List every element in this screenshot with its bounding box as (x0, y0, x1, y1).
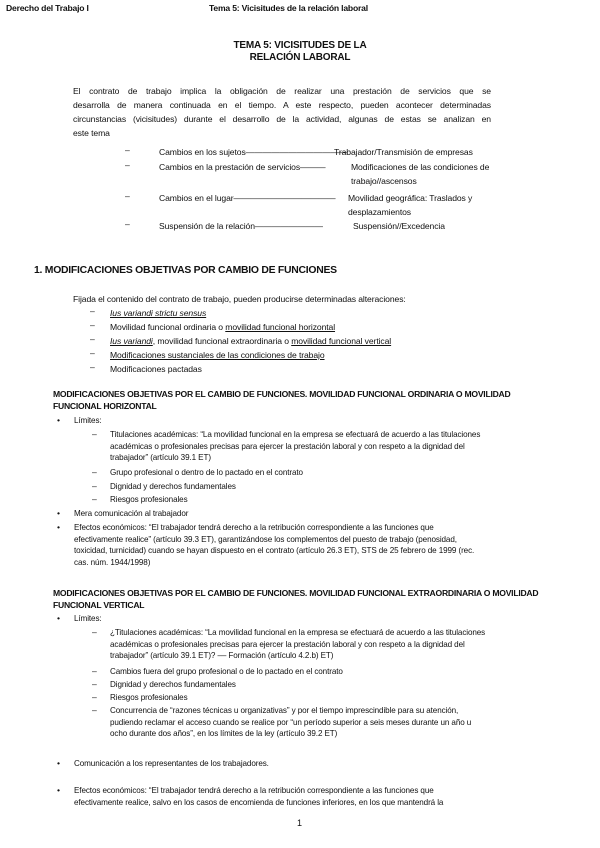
topic-right: Trabajador/Transmisión de empresas (334, 147, 473, 157)
item-line: trabajador” (artículo 39.1 ET)? –– Formación (artículo 4.2.b) ET) (110, 651, 334, 660)
dash-item-riesgos: Riesgos profesionales (110, 495, 188, 504)
list-item-italic: Ius variandi (110, 336, 153, 346)
item-line: cas. núm. 1944/1998) (74, 557, 151, 567)
topic-right: Movilidad geográfica: Traslados y (348, 193, 473, 203)
dash-marker: – (92, 679, 97, 689)
topic-left: Cambios en los sujetos———————————— (159, 147, 348, 157)
topic-right-cont: trabajo//ascensos (351, 176, 417, 186)
header-left: Derecho del Trabajo I (6, 3, 89, 13)
bullet-marker: • (57, 613, 61, 623)
header-center: Tema 5: Vicisitudes de la relación laboral (209, 3, 368, 13)
list-item-text: , movilidad funcional extraordinaria o (152, 336, 292, 346)
list-item-text: Movilidad funcional ordinaria o (110, 322, 226, 332)
dash-marker: – (92, 705, 97, 715)
dash-marker: – (90, 348, 95, 358)
dash-item-concurrencia (110, 705, 540, 740)
topic-right-cont: desplazamientos (348, 207, 411, 217)
dash-marker: – (90, 334, 95, 344)
item-line: Efectos económicos: “El trabajador tendrá derecho a la retribución correspondiente a las funciones que (74, 523, 434, 532)
item-line: efectivamente realice” (artículo 39.3 ET), garantizándose los complementos del puesto de trabajo (penosidad, (74, 534, 457, 544)
bullet-marker: • (57, 508, 61, 518)
item-line: ocho durante dos años”, en los límites de la ley (artículo 39.2 ET) (110, 729, 338, 738)
item-line: Titulaciones académicas: “La movilidad funcional en la empresa se efectuará de acuerdo a las titulaciones (110, 430, 481, 439)
page-title-line2: RELACIÓN LABORAL (249, 52, 351, 63)
bullet-item-limites: Límites: (74, 614, 102, 623)
list-item-movilidad-extraordinaria (110, 334, 391, 348)
bullet-marker: • (57, 415, 61, 425)
bullet-marker: • (57, 758, 61, 768)
subsection-heading-line1: MODIFICACIONES OBJETIVAS POR EL CAMBIO DE FUNCIONES. MOVILIDAD FUNCIONAL ORDINARIA O MOVILIDAD (53, 389, 511, 399)
page-number: 1 (297, 818, 303, 828)
list-item-modificaciones-sustanciales: Modificaciones sustanciales de las condiciones de trabajo (110, 350, 325, 360)
intro-line: circunstancias (vicisitudes) durante el desarrollo de la actividad, algunas de estas se analizan en (73, 114, 491, 124)
bullet-item-comunicacion: Comunicación a los representantes de los trabajadores. (74, 759, 269, 768)
list-item-modificaciones-pactadas: Modificaciones pactadas (110, 364, 202, 374)
item-line: académicas o profesionales precisas para ejercer la prestación laboral y con respeto a la dignidad del (110, 441, 465, 451)
topic-right: Modificaciones de las condiciones de (351, 162, 490, 172)
subsection-heading-line2: FUNCIONAL HORIZONTAL (53, 401, 157, 411)
dash-item-dignidad: Dignidad y derechos fundamentales (110, 482, 236, 491)
dash-marker: – (92, 467, 97, 477)
dash-marker: – (92, 429, 97, 439)
bullet-marker: • (57, 785, 61, 795)
dash-item-titulaciones (110, 429, 540, 464)
item-line: ¿Titulaciones académicas: “La movilidad funcional en la empresa se efectuará de acuerdo a las titulaciones (110, 628, 486, 637)
bullet-item-limites: Límites: (74, 416, 102, 425)
subsection-heading-line1: MODIFICACIONES OBJETIVAS POR EL CAMBIO DE FUNCIONES. MOVILIDAD FUNCIONAL EXTRAORDINARIA O MOVILIDAD (53, 588, 539, 598)
dash-marker: – (92, 494, 97, 504)
item-line: Efectos económicos: “El trabajador tendrá derecho a la retribución correspondiente a las funciones que (74, 786, 434, 795)
intro-paragraph (73, 84, 491, 140)
bullet-item-efectos (74, 522, 554, 568)
intro-line: desarrolla de manera continuada en el tiempo. A este respecto, pueden acontecer determinadas (73, 100, 491, 110)
topic-right: Suspensión//Excedencia (353, 221, 445, 231)
dash-marker: – (125, 145, 130, 155)
bullet-marker: • (57, 522, 61, 532)
dash-marker: – (92, 692, 97, 702)
intro-line: este tema (73, 128, 110, 138)
dash-marker: – (92, 666, 97, 676)
item-line: toxicidad, turnicidad) cuando se hayan dispuesto en el contrato (artículo 26.3 ET), STS de 25 febrero de 1999 (rec. (74, 546, 475, 555)
topic-left: Suspensión de la relación———————— (159, 221, 323, 231)
bullet-item-mera-comunicacion: Mera comunicación al trabajador (74, 509, 189, 518)
topic-left: Cambios en la prestación de servicios——— (159, 162, 326, 172)
item-line: pudiendo reclamar el acceso cuando se realice por “un período superior a seis meses durante un año u (110, 717, 472, 727)
dash-item-dignidad: Dignidad y derechos fundamentales (110, 680, 236, 689)
item-line: académicas o profesionales precisas para ejercer la prestación laboral y con respeto a la dignidad del (110, 639, 465, 649)
dash-marker: – (125, 160, 130, 170)
bullet-item-efectos (74, 785, 554, 808)
list-item-movilidad-ordinaria (110, 320, 335, 334)
subsection-heading-line2: FUNCIONAL VERTICAL (53, 600, 145, 610)
dash-marker: – (92, 481, 97, 491)
intro-line: El contrato de trabajo implica la obligación de realizar una prestación de servicios que se (73, 86, 491, 96)
section-intro: Fijada el contenido del contrato de trabajo, pueden producirse determinadas alteraciones: (73, 294, 406, 304)
section-heading: 1. MODIFICACIONES OBJETIVAS POR CAMBIO DE FUNCIONES (34, 265, 337, 276)
topic-left: Cambios en el lugar———————————— (159, 193, 336, 203)
dash-item-riesgos: Riesgos profesionales (110, 693, 188, 702)
dash-item-titulaciones (110, 627, 540, 662)
item-line: trabajador” (artículo 39.1 ET) (110, 453, 211, 462)
item-line: Concurrencia de “razones técnicas u organizativas” y por el tiempo imprescindible para su atención, (110, 706, 459, 715)
dash-marker: – (90, 306, 95, 316)
page-title-line1: TEMA 5: VICISITUDES DE LA (233, 40, 367, 51)
link-movilidad-horizontal: movilidad funcional horizontal (225, 322, 336, 332)
dash-marker: – (90, 320, 95, 330)
list-item-ius-variandi: Ius variandi strictu sensus (110, 308, 207, 318)
link-movilidad-vertical: movilidad funcional vertical (291, 336, 392, 346)
dash-marker: – (125, 191, 130, 201)
dash-item-grupo: Grupo profesional o dentro de lo pactado en el contrato (110, 468, 303, 477)
item-line: efectivamente realice, salvo en los casos de encomienda de funciones inferiores, en los que mantendrá la (74, 797, 444, 807)
dash-item-cambios: Cambios fuera del grupo profesional o de lo pactado en el contrato (110, 667, 343, 676)
dash-marker: – (92, 627, 97, 637)
dash-marker: – (90, 362, 95, 372)
dash-marker: – (125, 219, 130, 229)
